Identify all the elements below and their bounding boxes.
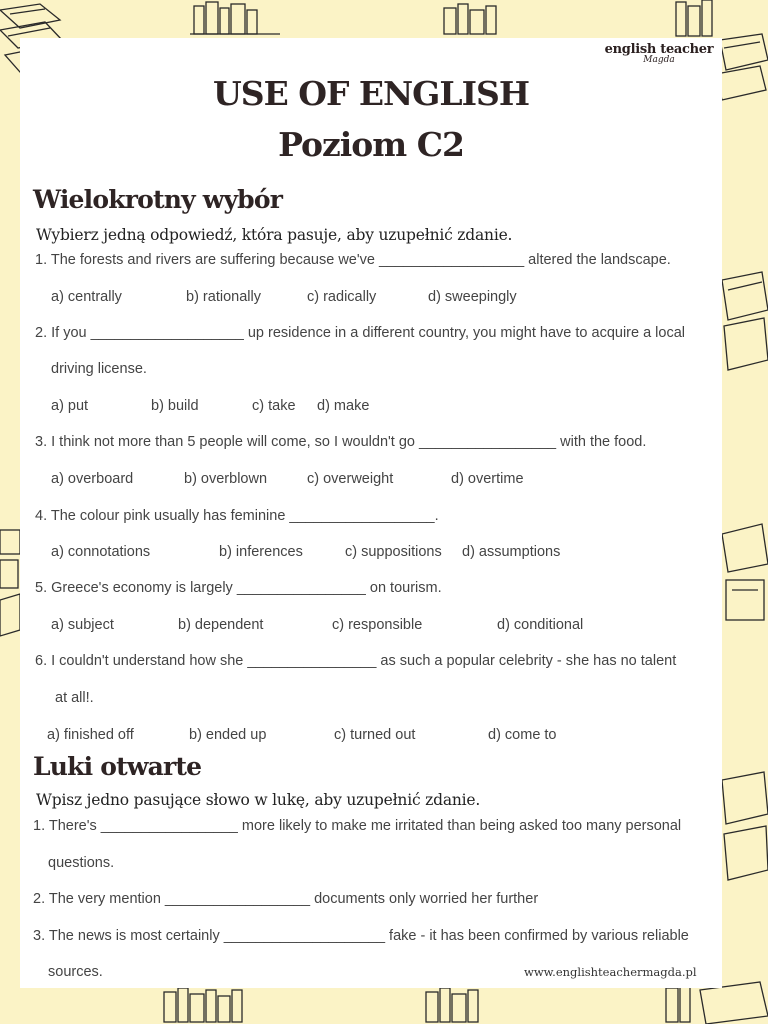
book-stack-illustration-left	[0, 520, 22, 640]
question-4-option-c[interactable]: c) suppositions	[345, 544, 442, 560]
question-6-text: 6. I couldn't understand how she ________________ as such a popular celebrity - she has no talent	[35, 653, 677, 669]
book-stack-illustration-top-center	[440, 2, 510, 36]
brand-logo-line2: Magda	[643, 55, 675, 65]
question-3-option-d[interactable]: d) overtime	[451, 471, 524, 487]
question-5-option-b[interactable]: b) dependent	[178, 617, 264, 633]
cloze-question-1-text: 1. There's _________________ more likely to make me irritated than being asked too many personal	[33, 818, 682, 834]
question-1-option-b[interactable]: b) rationally	[186, 289, 261, 305]
question-6-option-c[interactable]: c) turned out	[334, 727, 416, 743]
section-heading-open-cloze: Luki otwarte	[33, 752, 202, 781]
question-1-option-a[interactable]: a) centrally	[51, 289, 122, 305]
brand-logo	[600, 42, 718, 65]
question-5-option-c[interactable]: c) responsible	[332, 617, 423, 633]
question-2-option-c[interactable]: c) take	[252, 398, 296, 414]
question-3-option-b[interactable]: b) overblown	[184, 471, 268, 487]
brand-logo-line1: english teacher	[604, 42, 714, 57]
question-3-option-a[interactable]: a) overboard	[51, 471, 134, 487]
book-stack-illustration-top	[190, 0, 280, 36]
book-stack-illustration-bottom-center	[420, 988, 540, 1024]
cloze-question-2-text: 2. The very mention __________________ documents only worried her further	[33, 891, 539, 907]
section-heading-multiple-choice: Wielokrotny wybór	[33, 185, 283, 214]
question-4-option-d[interactable]: d) assumptions	[462, 544, 561, 560]
question-2-option-d[interactable]: d) make	[317, 398, 370, 414]
page-title: USE OF ENGLISH	[212, 74, 530, 113]
question-4-text: 4. The colour pink usually has feminine __________________.	[35, 508, 439, 524]
question-5-option-a[interactable]: a) subject	[51, 617, 114, 633]
question-6-option-a[interactable]: a) finished off	[47, 727, 134, 743]
question-2-option-b[interactable]: b) build	[151, 398, 199, 414]
question-4-option-b[interactable]: b) inferences	[219, 544, 303, 560]
question-2-text: 2. If you ___________________ up residence in a different country, you might have to acquire a local	[35, 325, 686, 341]
question-6-option-b[interactable]: b) ended up	[189, 727, 267, 743]
question-2-option-a[interactable]: a) put	[51, 398, 89, 414]
question-1-text: 1. The forests and rivers are suffering because we've __________________ altered the landscape.	[35, 252, 671, 268]
question-4-option-a[interactable]: a) connotations	[51, 544, 151, 560]
section-instruction-open-cloze: Wpisz jedno pasujące słowo w lukę, aby uzupełnić zdanie.	[36, 791, 481, 809]
question-3-option-c[interactable]: c) overweight	[307, 471, 394, 487]
book-stack-illustration-bottom	[160, 988, 280, 1024]
footer-website-url[interactable]: www.englishteachermagda.pl	[524, 965, 697, 979]
section-instruction-multiple-choice: Wybierz jedną odpowiedź, która pasuje, aby uzupełnić zdanie.	[36, 226, 513, 244]
page-subtitle: Poziom C2	[278, 125, 464, 164]
question-1-option-d[interactable]: d) sweepingly	[428, 289, 517, 305]
question-6-option-d[interactable]: d) come to	[488, 727, 557, 743]
book-stack-illustration-right-3	[722, 770, 768, 890]
cloze-question-1-text-continued: questions.	[48, 855, 115, 871]
book-stack-illustration-right-1	[722, 270, 768, 380]
question-3-text: 3. I think not more than 5 people will come, so I wouldn't go _________________ with the food.	[35, 434, 647, 450]
cloze-question-3-text: 3. The news is most certainly ____________________ fake - it has been confirmed by various reliable	[33, 928, 689, 944]
question-5-text: 5. Greece's economy is largely ________________ on tourism.	[35, 580, 442, 596]
question-6-text-continued: at all!.	[55, 690, 94, 706]
book-stack-illustration-right-2	[722, 520, 768, 630]
cloze-question-3-text-continued: sources.	[48, 964, 103, 980]
question-1-option-c[interactable]: c) radically	[307, 289, 377, 305]
question-2-text-continued: driving license.	[51, 361, 147, 377]
question-5-option-d[interactable]: d) conditional	[497, 617, 584, 633]
